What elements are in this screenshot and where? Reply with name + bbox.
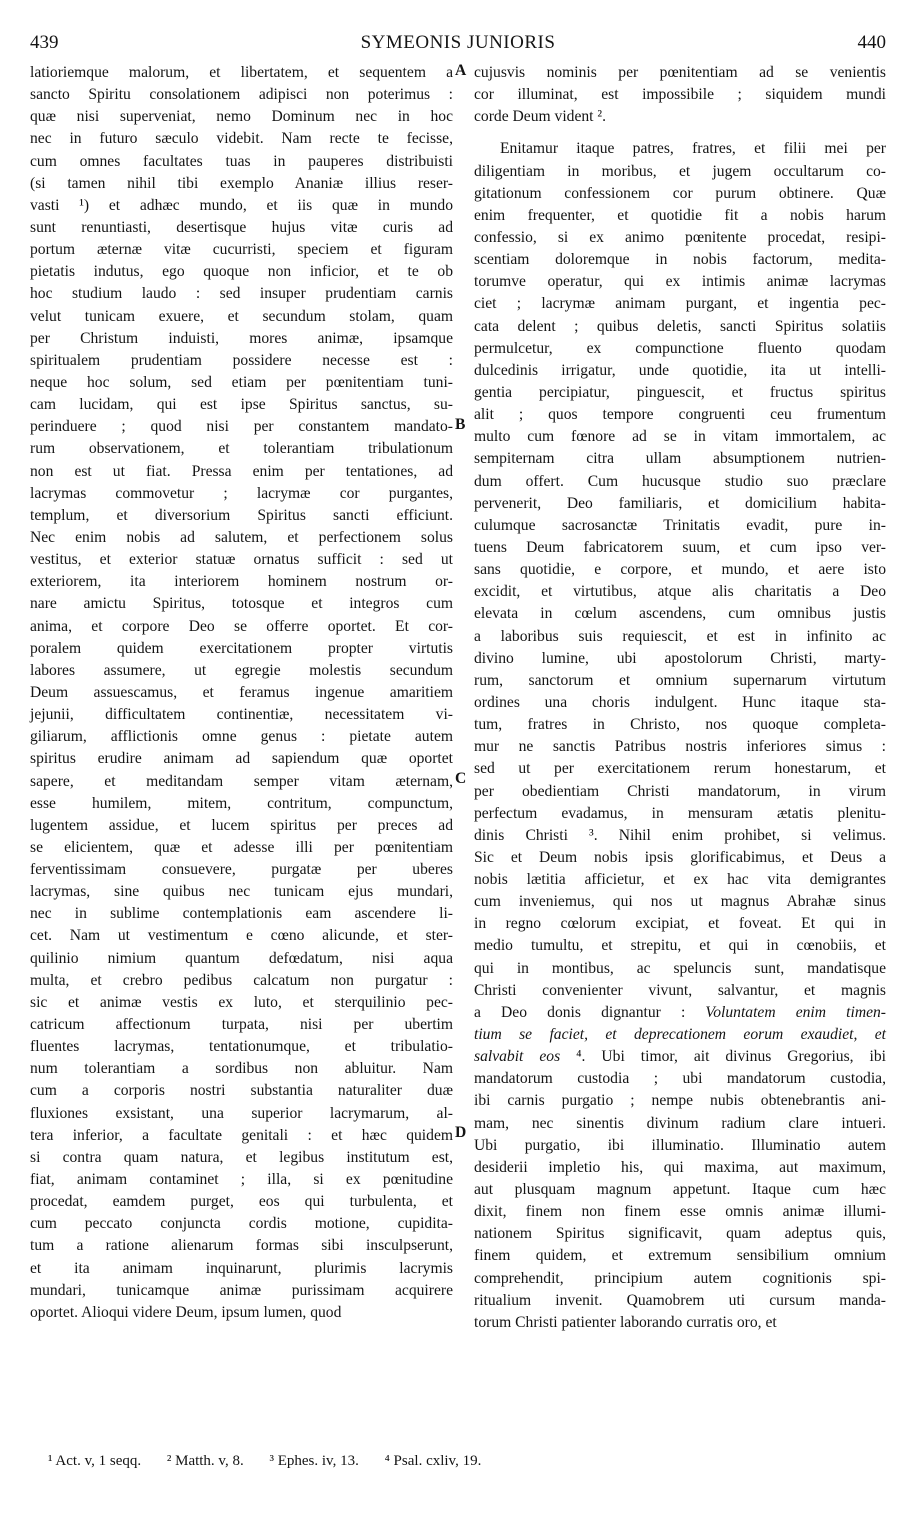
text-line: mandatorum custodia ; ubi mandatorum custodia,: [474, 1070, 886, 1088]
footnotes: [48, 1453, 888, 1470]
text-line: poralem quidem exercitationem propter virtutis: [30, 639, 453, 657]
text-line: scentiam doloremque in nobis factorum, medita-: [474, 251, 886, 269]
text-line: sancto Spiritu consolationem adipisci non poterimus :: [30, 86, 453, 104]
text-line: fluxiones exsistant, una superior lacrymarum, al-: [30, 1104, 453, 1122]
text-line: catricum affectionum turpata, nisi per ubertim: [30, 1016, 453, 1034]
text-line: permulcetur, ex compunctione fluento quodam: [474, 339, 886, 357]
text-line: templum, et diversorium Spiritus sancti efficiunt.: [30, 506, 453, 524]
text-line: cum omnes facultates tuas in pauperes distribuisti: [30, 152, 453, 170]
text-line: ritualium invenit. Quamobrem uti cursum manda-: [474, 1291, 886, 1309]
text-line: ordines una choris indulgent. Hunc itaque sta-: [474, 693, 886, 711]
text-line: sapere, et meditandam semper vitam æternam,: [30, 772, 453, 790]
text-line: ciet ; lacrymæ animam purgant, et ingentia pec-: [474, 295, 886, 313]
text-line: in regno cœlorum excipiat, et foveat. Et qui in: [474, 915, 886, 933]
text-line: hoc studium laudo : sed insuper prudentiam carnis: [30, 285, 453, 303]
text-line: sic et animæ vestis ex luto, et sterquilinio pec-: [30, 993, 453, 1011]
text-line: tuens Deum fabricatorem suum, et cum ipso ver-: [474, 538, 886, 556]
text-line: cujusvis nominis per pœnitentiam ad se venientis: [474, 64, 886, 81]
right-text-column: [474, 62, 886, 1334]
margin-marker-c: C: [455, 770, 467, 787]
text-line: gitationum confessionem cor purum obtinere. Quæ: [474, 184, 886, 202]
text-line: cata delent ; quibus deletis, sancti Spiritus solatiis: [474, 317, 886, 335]
text-line: divino lumine, ubi apostolorum Christi, marty-: [474, 649, 886, 667]
text-line: cum peccato conjuncta cordis motione, cupidita-: [30, 1215, 453, 1233]
running-header: [30, 32, 886, 58]
text-line: perfectum evadamus, in mensuram ætatis plenitu-: [474, 804, 886, 822]
text-line: lugentem assidue, et lucem spiritus per preces ad: [30, 816, 453, 834]
text-line: gentia percipiatur, pinguescit, et fructus spiritus: [474, 383, 886, 401]
text-line: cet. Nam ut vestimentum e cœno alicunde, et ster-: [30, 927, 453, 945]
paragraph-gap: [474, 128, 886, 138]
text-line: exteriorem, ita interiorem hominem nostrum or-: [30, 573, 453, 591]
text-line: dum offert. Cum hucusque studio suo præclare: [474, 472, 886, 490]
text-line: Christi convenienter vivunt, salvantur, et magnis: [474, 981, 886, 999]
text-line: latioriemque malorum, et libertatem, et sequentem a: [30, 64, 453, 81]
text-line: oportet. Alioqui videre Deum, ipsum lumen, quod: [30, 1303, 342, 1321]
text-line: comprehendit, principium autem cognitionis spi-: [474, 1269, 886, 1287]
text-line: finem quidem, et extremum sensibilium omnium: [474, 1247, 886, 1265]
text-line: sed ut per exercitationem rerum honestarum, et: [474, 760, 886, 778]
text-line: anima, et corpore Deo se offerre oportet. Et cor-: [30, 617, 453, 635]
text-line: Nec enim nobis ad salutem, et perfectionem solus: [30, 528, 453, 546]
margin-marker-a: A: [455, 62, 467, 79]
text-line: ibi carnis purgatio ; nempe nubis obtenebrantis ani-: [474, 1092, 886, 1110]
text-line: portum æternæ vitæ cucurristi, speciem et figuram: [30, 241, 453, 259]
footnote-2: ² Matth. v, 8.: [166, 1453, 244, 1469]
text-line: tium se faciet, et deprecationem eorum exaudiet, et: [474, 1026, 886, 1044]
text-line: sans quotidie, e corpore, et mundo, et aere isto: [474, 561, 886, 579]
text-line: lacrymas commovetur ; lacrymæ cor purgantes,: [30, 484, 453, 502]
text-line: non est ut fiat. Pressa enim per tentationes, ad: [30, 462, 453, 480]
text-line: torumve operatur, qui ex intimis animæ lacrymas: [474, 273, 886, 291]
running-title: SYMEONIS JUNIORIS: [360, 32, 556, 53]
text-line: torum Christi patienter laborando curratis oro, et: [474, 1313, 777, 1331]
text-line: labores assumere, ut egregie molestis secundum: [30, 661, 453, 679]
text-line: multo cum fœnore ad se in vitam immortalem, ac: [474, 428, 886, 446]
text-line: a laboribus suis requiescit, et est in infinito ac: [474, 627, 886, 645]
text-line: nationem Spiritus significavit, quam adeptus quis,: [474, 1225, 886, 1243]
text-line: ferventissimam consuevere, purgatæ per uberes: [30, 861, 453, 879]
text-line: rum observationem, et tolerantiam tribulationum: [30, 440, 453, 458]
text-line: spiritus erudire animam ad sapiendum quæ oportet: [30, 750, 453, 768]
text-line: et ita animam inquinarunt, plurimis lacrymis: [30, 1259, 453, 1277]
text-line: desiderii impletio his, qui maxima, aut maximum,: [474, 1158, 886, 1176]
text-line: Ubi purgatio, ibi illuminatio. Illuminatio autem: [474, 1136, 886, 1154]
text-line: qui in montibus, ac speluncis sunt, mandatisque: [474, 959, 886, 977]
text-line: cum a corporis nostri substantia naturaliter duæ: [30, 1082, 453, 1100]
text-line: mam, nec sinentis divinum radium clare intueri.: [474, 1114, 886, 1132]
text-line: se elicientem, quæ et adesse illi per pœnitentiam: [30, 838, 453, 856]
text-line: cor illuminat, est impossibile ; siquidem mundi: [474, 86, 886, 104]
text-line: sempiternam citra ullam absumptionem nutrien-: [474, 450, 886, 468]
text-line: cum inveniemus, qui nos ut magnus Abrahæ sinus: [474, 893, 886, 911]
text-line: mur ne sanctis Patribus nostris inferiores simus :: [474, 738, 886, 756]
text-line: Sic et Deum nobis ipsis glorificabimus, et Deus a: [474, 848, 886, 866]
text-line: sunt renuntiasti, desertisque hujus vitæ curis ad: [30, 218, 453, 236]
margin-marker-b: B: [455, 416, 466, 433]
text-line: mundari, tunicamque animæ purissimam acquirere: [30, 1281, 453, 1299]
text-line: nobis lætitia afficietur, et ex hac vita demigrantes: [474, 871, 886, 889]
text-line: confessio, si ex animo pœnitente procedat, resipi-: [474, 228, 886, 246]
footnote-4: ⁴ Psal. cxliv, 19.: [384, 1453, 482, 1469]
text-line: excidit, et virtutibus, atque alis charitatis a Deo: [474, 583, 886, 601]
text-line: culumque sacrosanctæ Trinitatis evadit, pure in-: [474, 516, 886, 534]
text-line: aut plusquam magnum appetunt. Itaque cum hæc: [474, 1181, 886, 1199]
text-line: vestitus, et exterior statuæ ornatus sufficit : sed ut: [30, 551, 453, 569]
text-line: (si tamen nihil tibi exemplo Ananiæ illius reser-: [30, 174, 453, 192]
margin-marker-d: D: [455, 1124, 467, 1141]
text-line: Enitamur itaque patres, fratres, et filii mei per: [500, 140, 886, 158]
text-line: quæ nisi superveniat, nemo Dominum nec in hoc: [30, 108, 453, 126]
text-line: procedat, eamdem purget, eos qui turbulenta, et: [30, 1193, 453, 1211]
text-line: multa, et crebro pedibus calcatum non purgatur :: [30, 971, 453, 989]
text-line: si contra quam natura, et legibus institutum est,: [30, 1148, 453, 1166]
text-line: elevata in cœlum ascendens, cum omnibus justis: [474, 605, 886, 623]
text-line: alit ; quos tempore congruenti ceu frumentum: [474, 406, 886, 424]
text-line: fiat, animam contaminet ; illa, si ex pœnitudine: [30, 1171, 453, 1189]
text-line: pervenerit, Deo familiaris, et domicilium habita-: [474, 494, 886, 512]
text-line: quilinio nimium quantum defœdatum, nisi aqua: [30, 949, 453, 967]
text-line: esse humilem, mitem, contritum, compunctum,: [30, 794, 453, 812]
text-line: perinduere ; quod nisi per constantem mandato-: [30, 418, 453, 436]
text-line: per Christum induisti, mores animæ, ipsamque: [30, 329, 453, 347]
text-line: cam lucidam, qui est ipse Spiritus sanctus, su-: [30, 396, 453, 414]
text-line: nec in sublime contemplationis eam ascendere li-: [30, 905, 453, 923]
left-text-column: [30, 62, 453, 1324]
text-line: spiritualem prudentiam possidere necesse est :: [30, 351, 453, 369]
text-line: giliarum, afflictionis omne genus : pietate autem: [30, 728, 453, 746]
text-line: velut tunicam exuere, et secundum stolam, quam: [30, 307, 453, 325]
text-line: a Deo donis dignantur : Voluntatem enim timen-: [474, 1003, 886, 1021]
text-line: diligentiam in moribus, et jugem occultarum co-: [474, 162, 886, 180]
footnote-3: ³ Ephes. iv, 13.: [269, 1453, 359, 1469]
text-line: pietatis indutus, ego quoque non inficior, et te ob: [30, 263, 453, 281]
text-line: dixit, finem non finem esse omnis animæ illumi-: [474, 1203, 886, 1221]
text-line: corde Deum vident ².: [474, 108, 606, 126]
text-line: nare amictu Spiritus, totosque et integros cum: [30, 595, 453, 613]
text-line: jejunii, difficultatem continentiæ, necessitatem vi-: [30, 706, 453, 724]
text-line: enim frequenter, et quotidie fit a nobis harum: [474, 206, 886, 224]
text-line: nec in futuro sæculo videbit. Nam recte te fecisse,: [30, 130, 453, 148]
text-line: salvabit eos ⁴. Ubi timor, ait divinus Gregorius, ibi: [474, 1048, 886, 1066]
text-line: Deum assuescamus, et feramus ingenue amaritiem: [30, 683, 453, 701]
text-line: num tolerantiam a sordibus non abluitur. Nam: [30, 1060, 453, 1078]
text-line: vasti ¹) et adhæc mundo, et iis quæ in mundo: [30, 196, 453, 214]
text-line: fluentes lacrymas, tentationumque, et tribulatio-: [30, 1038, 453, 1056]
text-line: tum, fratres in Christo, nos quoque completa-: [474, 716, 886, 734]
text-line: per obedientiam Christi mandatorum, in virum: [474, 782, 886, 800]
footnote-1: ¹ Act. v, 1 seqq.: [48, 1453, 142, 1469]
page-number-right: 440: [857, 32, 886, 53]
page-number-left: 439: [30, 32, 59, 53]
text-line: neque hoc solum, sed etiam per pœnitentiam tuni-: [30, 373, 453, 391]
text-line: tum a ratione alienarum formas sibi insculpserunt,: [30, 1237, 453, 1255]
text-line: lacrymas, sine quibus nec tunicam ejus mundari,: [30, 883, 453, 901]
text-line: dinis Christi ³. Nihil enim prohibet, si velimus.: [474, 826, 886, 844]
text-line: medio tumultu, et strepitu, et qui in cœnobiis, et: [474, 937, 886, 955]
text-line: rum, sanctorum et omnium supernarum virtutum: [474, 671, 886, 689]
text-line: tera inferior, a facultate genitali : et hæc quidem: [30, 1126, 453, 1144]
text-line: dulcedinis irrigatur, unde quotidie, ita ut intelli-: [474, 361, 886, 379]
